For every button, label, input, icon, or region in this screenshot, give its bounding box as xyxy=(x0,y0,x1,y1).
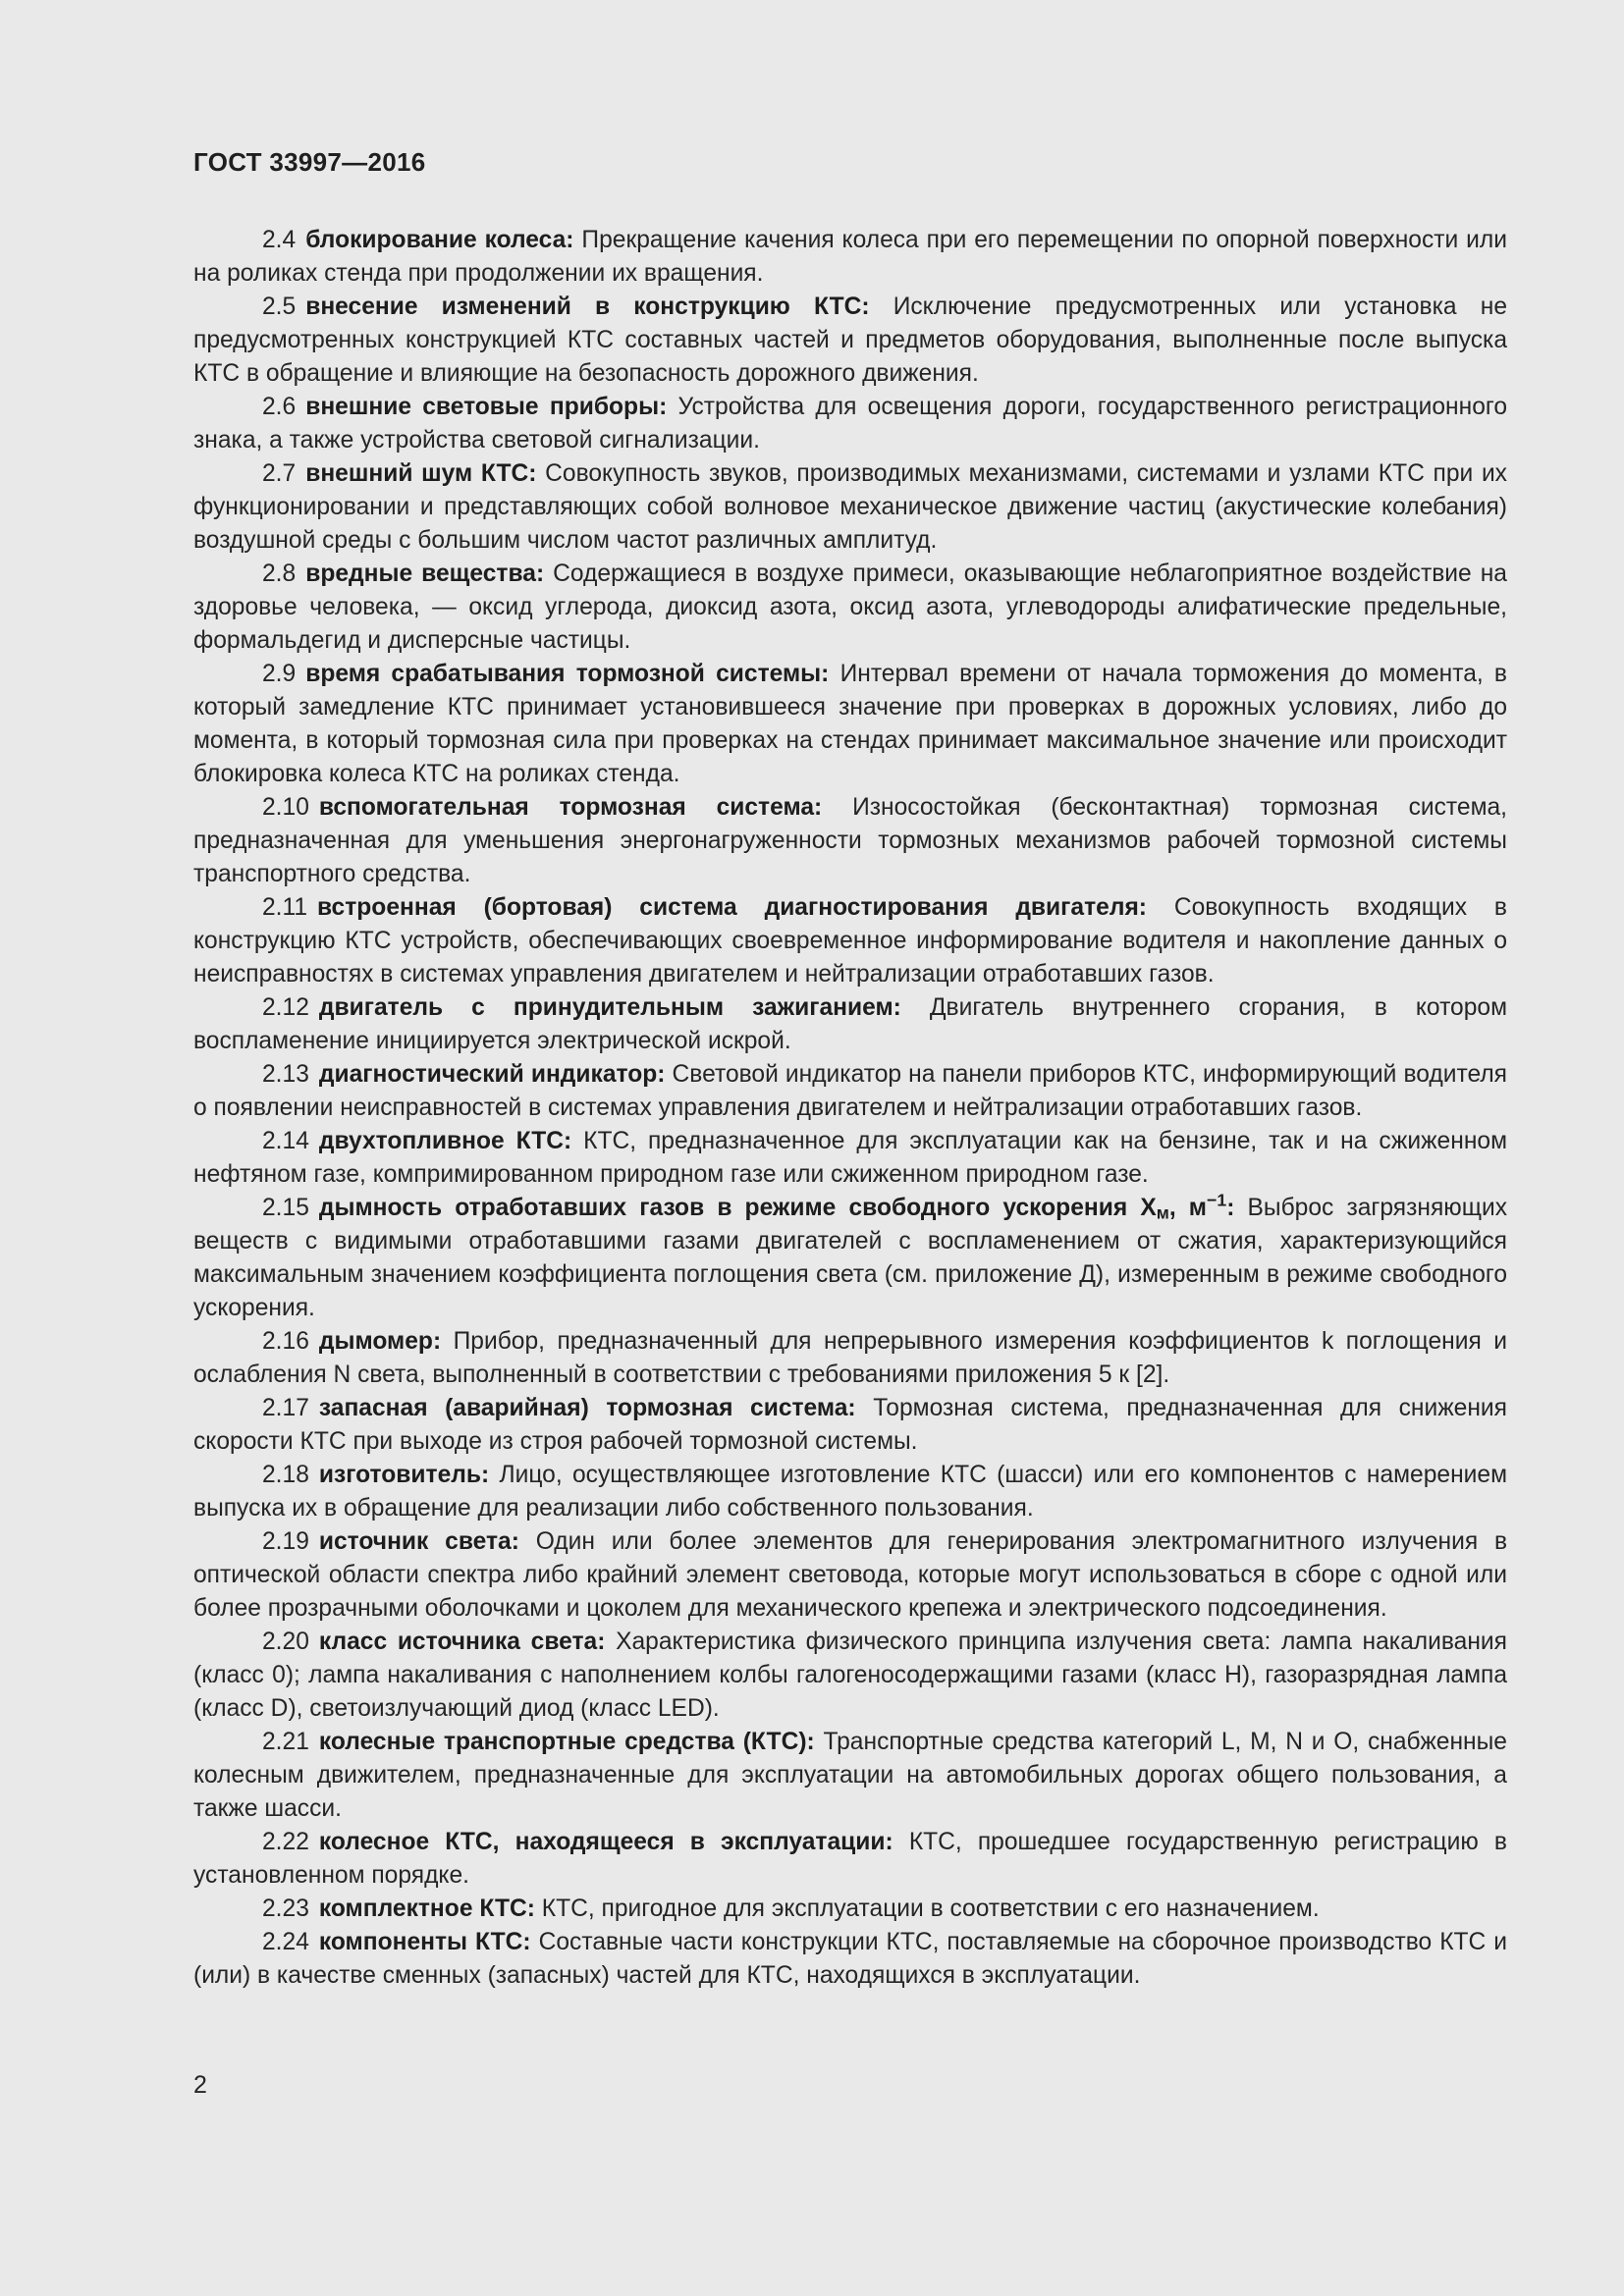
definition-entry xyxy=(193,224,1507,291)
entry-number: 2.11 xyxy=(262,894,308,921)
entry-term: внешний шум КТС: xyxy=(305,460,537,487)
entry-term: класс источника света: xyxy=(318,1629,606,1655)
entry-number: 2.13 xyxy=(262,1061,309,1088)
definition-entry xyxy=(193,791,1507,891)
definition-entry xyxy=(193,1826,1507,1893)
entry-number: 2.20 xyxy=(262,1629,309,1655)
entry-definition: Транспортные средства категорий L, M, N и O, снабженные колесным движителем, предназначенные для эксплуатации на автомобильных дорогах общего пользования, а также шасси. xyxy=(193,1729,1507,1822)
entry-term-formula xyxy=(318,1190,1235,1223)
entry-number: 2.16 xyxy=(262,1328,309,1355)
entry-number: 2.24 xyxy=(262,1929,309,1955)
entry-number: 2.14 xyxy=(262,1128,309,1154)
entry-number: 2.17 xyxy=(262,1395,309,1421)
definition-entry xyxy=(193,658,1507,791)
entry-number: 2.8 xyxy=(262,561,297,587)
entry-term: дымомер: xyxy=(318,1328,442,1355)
definition-entry xyxy=(193,1392,1507,1459)
entry-term: внесение изменений в конструкцию КТС: xyxy=(305,294,870,320)
entry-definition: Тормозная система, предназначенная для снижения скорости КТС при выходе из строя рабочей тормозной системы. xyxy=(193,1395,1507,1455)
entry-number: 2.21 xyxy=(262,1729,309,1755)
entry-term: колесные транспортные средства (КТС): xyxy=(318,1729,815,1755)
entry-number: 2.6 xyxy=(262,394,297,420)
entry-term: диагностический индикатор: xyxy=(318,1061,666,1088)
term-unit: , м xyxy=(1168,1195,1207,1221)
entry-definition: КТС, предназначенное для эксплуатации как на бензине, так и на сжиженном нефтяном газе, компримированном природном газе или сжиженном природном газе. xyxy=(193,1128,1507,1188)
entry-term: комплектное КТС: xyxy=(318,1896,535,1922)
entry-term: вредные вещества: xyxy=(305,561,545,587)
entry-term: изготовитель: xyxy=(318,1462,490,1488)
term-superscript: −1 xyxy=(1207,1190,1227,1210)
entry-definition: Износостойкая (бесконтактная) тормозная система, предназначенная для уменьшения энергонагруженности тормозных механизмов рабочей тормозной системы транспортного средства. xyxy=(193,794,1507,887)
entry-definition: Интервал времени от начала торможения до момента, в который замедление КТС принимает установившееся значение при проверках в дорожных условиях, либо до момента, в который тормозная сила при проверках на стендах принимает максимальное значение или происходит блокировка колеса КТС на роликах стенда. xyxy=(193,661,1507,787)
entry-number: 2.23 xyxy=(262,1896,309,1922)
entry-definition: Устройства для освещения дороги, государственного регистрационного знака, а также устройства световой сигнализации. xyxy=(193,394,1508,454)
entry-definition: КТС, прошедшее государственную регистрацию в установленном порядке. xyxy=(193,1829,1507,1889)
entry-term: двигатель с принудительным зажиганием: xyxy=(318,994,901,1021)
definition-entry xyxy=(193,391,1507,457)
entry-term: встроенная (бортовая) система диагностирования двигателя: xyxy=(317,894,1147,921)
definition-entry xyxy=(193,1525,1507,1626)
definition-entry xyxy=(193,1325,1507,1392)
entry-term: внешние световые приборы: xyxy=(305,394,668,420)
definition-entry xyxy=(193,991,1507,1058)
entry-definition: Характеристика физического принципа излучения света: лампа накаливания (класс 0); лампа накаливания с наполнением колбы галогеносодержащими газами (класс H), газоразрядная лампа (класс D), светоизлучающий диод (класс LED). xyxy=(193,1629,1508,1722)
term-colon: : xyxy=(1226,1195,1235,1221)
entry-term: колесное КТС, находящееся в эксплуатации: xyxy=(318,1829,893,1855)
definition-entry xyxy=(193,1726,1507,1826)
entry-number: 2.18 xyxy=(262,1462,309,1488)
entry-number: 2.19 xyxy=(262,1528,309,1555)
entry-term: двухтопливное КТС: xyxy=(318,1128,572,1154)
definition-entry xyxy=(193,891,1507,991)
entry-definition: Исключение предусмотренных или установка не предусмотренных конструкцией КТС составных частей и предметов оборудования, выполненные после выпуска КТС в обращение и влияющие на безопасность дорожного движения. xyxy=(193,294,1507,387)
entry-definition: Совокупность входящих в конструкцию КТС устройств, обеспечивающих своевременное информирование водителя и накопление данных о неисправностях в системах управления двигателем и нейтрализации отработавших газов. xyxy=(193,894,1507,988)
entry-number: 2.15 xyxy=(262,1195,309,1221)
definition-entry xyxy=(193,558,1507,658)
entry-definition: Световой индикатор на панели приборов КТС, информирующий водителя о появлении неисправностей в системах управления двигателем и нейтрализации отработавших газов. xyxy=(193,1061,1507,1121)
entry-definition: Составные части конструкции КТС, поставляемые на сборочное производство КТС и (или) в качестве сменных (запасных) частей для КТС, находящихся в эксплуатации. xyxy=(193,1929,1507,1989)
definition-entry xyxy=(193,1192,1507,1325)
entry-definition: Лицо, осуществляющее изготовление КТС (шасси) или его компонентов с намерением выпуска их в обращение для реализации либо собственного пользования. xyxy=(193,1462,1507,1522)
entry-term: блокирование колеса: xyxy=(305,227,574,253)
entry-definition: Совокупность звуков, производимых механизмами, системами и узлами КТС при их функционировании и представляющих собой волновое механическое движение частиц (акустические колебания) воздушной среды с большим числом частот различных амплитуд. xyxy=(193,460,1507,554)
entry-number: 2.7 xyxy=(262,460,297,487)
definitions-list xyxy=(193,224,1507,1993)
entry-number: 2.9 xyxy=(262,661,297,687)
definition-entry xyxy=(193,1893,1507,1926)
entry-term: дымность отработавших газов в режиме свободного ускорения X xyxy=(318,1195,1157,1221)
entry-definition: Один или более элементов для генерирования электромагнитного излучения в оптической области спектра либо крайний элемент световода, которые могут использоваться в сборе с одной или более прозрачными оболочками и цоколем для механического крепежа и электрического подсоединения. xyxy=(193,1528,1508,1622)
definition-entry xyxy=(193,1926,1507,1993)
definition-entry xyxy=(193,1626,1507,1726)
definition-entry xyxy=(193,1058,1507,1125)
entry-number: 2.12 xyxy=(262,994,309,1021)
entry-definition: Прекращение качения колеса при его перемещении по опорной поверхности или на роликах стенда при продолжении их вращения. xyxy=(193,227,1508,287)
entry-number: 2.10 xyxy=(262,794,309,821)
entry-definition: Прибор, предназначенный для непрерывного измерения коэффициентов k поглощения и ослабления N света, выполненный в соответствии с требованиями приложения 5 к [2]. xyxy=(193,1328,1507,1388)
definition-entry xyxy=(193,457,1507,558)
entry-term: источник света: xyxy=(318,1528,519,1555)
definition-entry xyxy=(193,291,1507,391)
entry-definition: Выброс загрязняющих веществ с видимыми отработавшими газами двигателей с воспламенением от сжатия, характеризующийся максимальным значением коэффициента поглощения света (см. приложение Д), измеренным в режиме свободного ускорения. xyxy=(193,1195,1507,1321)
document-header: ГОСТ 33997—2016 xyxy=(193,147,426,177)
entry-term: компоненты КТС: xyxy=(318,1929,531,1955)
entry-definition: КТС, пригодное для эксплуатации в соответствии с его назначением. xyxy=(541,1896,1320,1922)
page-number: 2 xyxy=(193,2071,207,2099)
entry-term: вспомогательная тормозная система: xyxy=(318,794,823,821)
definition-entry xyxy=(193,1459,1507,1525)
entry-number: 2.22 xyxy=(262,1829,309,1855)
term-subscript: м xyxy=(1156,1202,1169,1223)
entry-number: 2.5 xyxy=(262,294,297,320)
entry-term: время срабатывания тормозной системы: xyxy=(305,661,830,687)
entry-term: запасная (аварийная) тормозная система: xyxy=(318,1395,856,1421)
entry-definition: Содержащиеся в воздухе примеси, оказывающие неблагоприятное воздействие на здоровье человека, — оксид углерода, диоксид азота, оксид азота, углеводороды алифатические предельные, формальдегид и дисперсные частицы. xyxy=(193,561,1507,654)
entry-number: 2.4 xyxy=(262,227,297,253)
definition-entry xyxy=(193,1125,1507,1192)
entry-definition: Двигатель внутреннего сгорания, в котором воспламенение инициируется электрической искрой. xyxy=(193,994,1507,1054)
